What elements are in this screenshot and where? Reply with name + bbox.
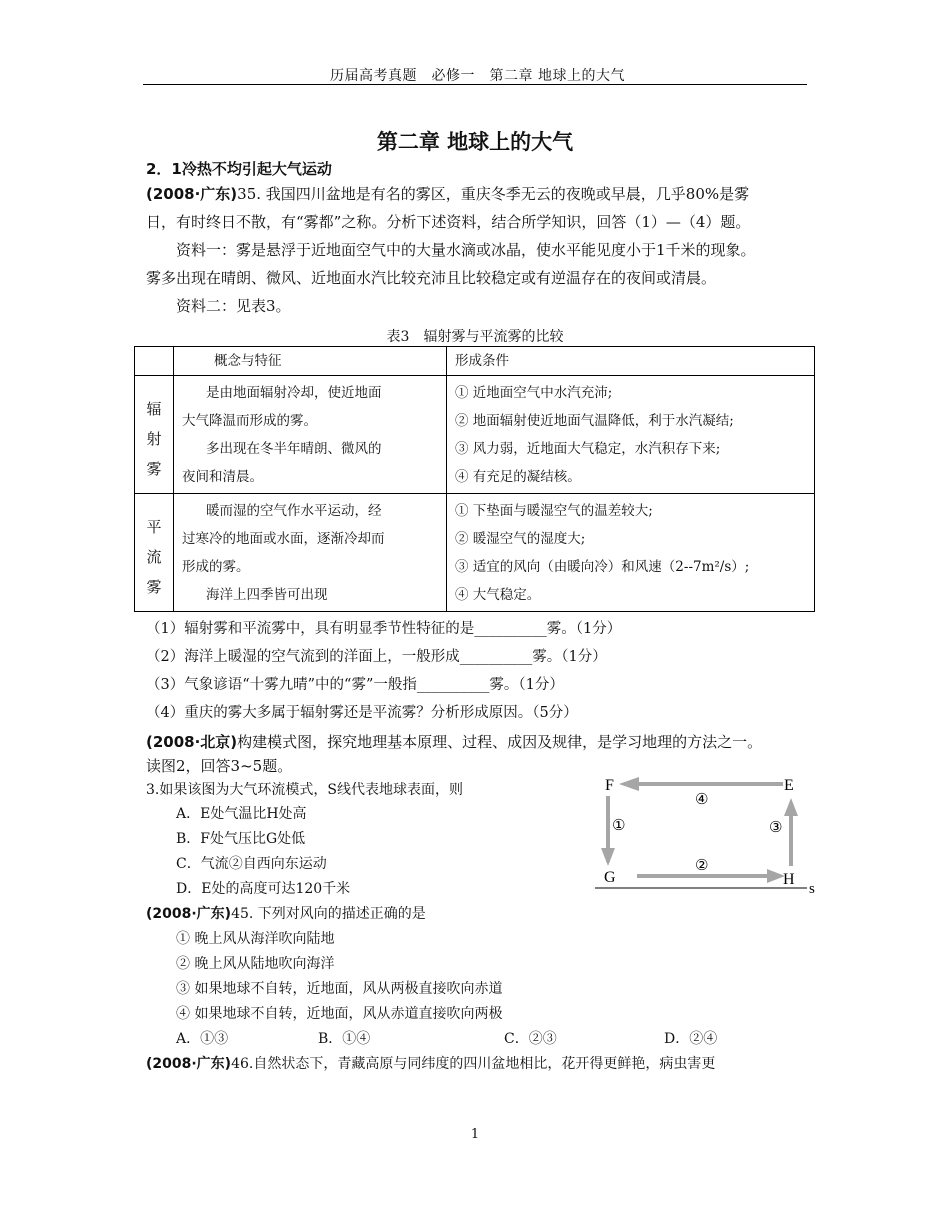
col-header-condition: 形成条件 (455, 353, 509, 369)
table-row-radiation-fog (135, 376, 815, 494)
q45-stem-line: (2008·广东)45. 下列对风向的描述正确的是 (146, 906, 426, 922)
concept-line: 是由地面辐射冷却，使近地面 (206, 385, 382, 401)
concept-line: 暖而湿的空气作水平运动，经 (206, 503, 382, 519)
section-heading: 2．1冷热不均引起大气运动 (146, 160, 332, 178)
row-label-radiation-fog: 辐射雾 (146, 400, 162, 478)
q46-source: (2008·广东) (146, 1056, 232, 1072)
flow-2-label: ② (695, 856, 709, 874)
condition-line: ③ 适宜的风向（由暖向冷）和风速（2--7m²/s）; (455, 559, 750, 575)
condition-line: ① 下垫面与暖湿空气的温差较大; (455, 503, 653, 519)
q35-source: (2008·广东) (146, 185, 238, 203)
table-row-advection-fog (135, 494, 815, 612)
concept-line: 形成的雾。 (182, 559, 250, 575)
concept-line: 过寒冷的地面或水面，逐渐冷却而 (182, 531, 385, 547)
q46-stem-line: (2008·广东)46.自然状态下，青藏高原与同纬度的四川盆地相比，花开得更鲜艳，病虫害更 (146, 1056, 716, 1072)
beijing-source: (2008·北京) (146, 733, 238, 751)
q45-choice-d: D．②④ (664, 1031, 718, 1047)
q35-line2: 日，有时终日不散，有“雾都”之称。分析下述资料，结合所学知识，回答（1）—（4）题。 (146, 213, 751, 231)
condition-line: ③ 风力弱，近地面大气稳定，水汽积存下来; (455, 441, 721, 457)
condition-line: ② 暖湿空气的湿度大; (455, 531, 586, 547)
sub-question-4: （4）重庆的雾大多属于辐射雾还是平流雾？分析形成原因。（5分） (146, 705, 578, 721)
q45-choice-a: A．①③ (176, 1031, 229, 1047)
label-G: G (604, 869, 616, 886)
q45-item-4: ④ 如果地球不自转，近地面，风从赤道直接吹向两极 (176, 1006, 503, 1022)
q45-choice-c: C．②③ (504, 1031, 557, 1047)
label-F: F (605, 777, 614, 794)
concept-line: 海洋上四季皆可出现 (206, 587, 328, 603)
concept-line: 多出现在冬半年晴朗、微风的 (206, 441, 382, 457)
q3-option-a: A．E处气温比H处高 (176, 806, 307, 822)
sub-question-1: （1）辐射雾和平流雾中，具有明显季节性特征的是__________雾。（1分） (146, 621, 622, 637)
flow-1-label: ① (612, 816, 626, 834)
table-caption: 表3 辐射雾与平流雾的比较 (386, 329, 564, 345)
q3-option-b: B．F处气压比G处低 (176, 831, 306, 847)
concept-line: 大气降温而形成的雾。 (182, 413, 317, 429)
label-S: s (809, 881, 815, 895)
fog-comparison-table (134, 346, 815, 612)
q45-choice-b: B．①④ (318, 1031, 371, 1047)
beijing-intro-line1: (2008·北京)构建模式图，探究地理基本原理、过程、成因及规律，是学习地理的方法之一。 (146, 733, 763, 751)
page-number: 1 (470, 1127, 480, 1142)
condition-line: ④ 有充足的凝结核。 (455, 469, 581, 485)
arrow-2-bottom (637, 869, 785, 883)
q45-source: (2008·广东) (146, 906, 232, 922)
q35-line1: (2008·广东)35. 我国四川盆地是有名的雾区，重庆冬季无云的夜晚或早晨，几乎80%是雾 (146, 185, 750, 203)
sub-question-2: （2）海洋上暖湿的空气流到的洋面上，一般形成__________雾。（1分） (146, 649, 607, 665)
resource1-line1: 资料一：雾是悬浮于近地面空气中的大量水滴或冰晶，使水平能见度小于1千米的现象。 (176, 241, 756, 259)
header-rule (143, 84, 807, 85)
circulation-diagram (595, 770, 825, 895)
row-label-advection-fog: 平流雾 (146, 518, 162, 596)
table-header-row (135, 347, 815, 376)
label-H: H (783, 871, 795, 888)
q3-option-c: C．气流②自西向东运动 (176, 856, 327, 872)
q45-item-3: ③ 如果地球不自转，近地面，风从两极直接吹向赤道 (176, 981, 503, 997)
condition-line: ① 近地面空气中水汽充沛; (455, 385, 613, 401)
sub-question-3: （3）气象谚语“十雾九晴”中的“雾”一般指__________雾。（1分） (146, 677, 564, 693)
beijing-intro-line2: 读图2，回答3~5题。 (146, 757, 293, 775)
question-3-stem: 3.如果该图为大气环流模式，S线代表地球表面，则 (146, 782, 463, 798)
col-header-concept: 概念与特征 (214, 353, 282, 369)
resource1-line2: 雾多出现在晴朗、微风、近地面水汽比较充沛且比较稳定或有逆温存在的夜间或清晨。 (146, 269, 717, 287)
concept-line: 夜间和清晨。 (182, 469, 263, 485)
label-E: E (784, 777, 794, 794)
condition-line: ④ 大气稳定。 (455, 587, 541, 603)
running-header: 历届高考真题 必修一 第二章 地球上的大气 (330, 68, 625, 84)
flow-4-label: ④ (695, 790, 709, 808)
q45-item-2: ② 晚上风从陆地吹向海洋 (176, 956, 335, 972)
q3-option-d: D．E处的高度可达120千米 (176, 881, 351, 897)
chapter-title: 第二章 地球上的大气 (376, 130, 574, 154)
flow-3-label: ③ (769, 818, 783, 836)
arrow-3-right (784, 798, 798, 866)
q45-item-1: ① 晚上风从海洋吹向陆地 (176, 931, 335, 947)
resource2: 资料二：见表3。 (176, 297, 291, 315)
header-empty-cell (135, 347, 174, 376)
condition-line: ② 地面辐射使近地面气温降低，利于水汽凝结; (455, 413, 734, 429)
arrow-4-top (619, 777, 783, 791)
